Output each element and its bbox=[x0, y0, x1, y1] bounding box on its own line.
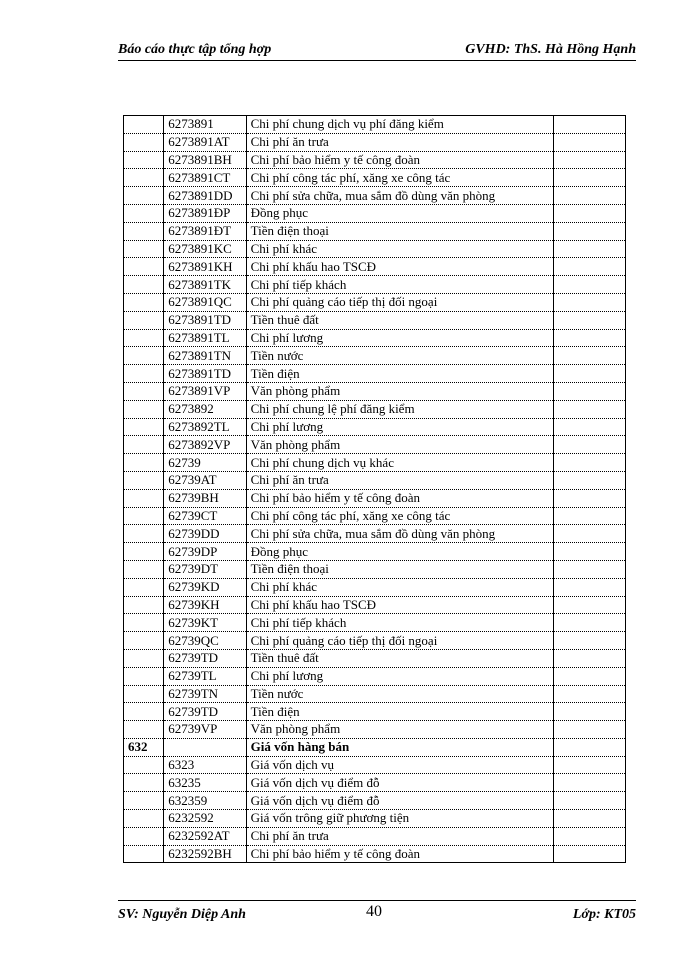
table-cell-c3: Chi phí công tác phí, xăng xe công tác bbox=[246, 507, 553, 525]
table-cell-c3: Tiền điện thoại bbox=[246, 222, 553, 240]
table-row bbox=[124, 774, 626, 792]
table-cell-c2: 62739TL bbox=[164, 667, 246, 685]
table-cell-c3: Tiền thuê đất bbox=[246, 311, 553, 329]
table-cell-c4 bbox=[553, 347, 625, 365]
table-row bbox=[124, 258, 626, 276]
table-row bbox=[124, 311, 626, 329]
table-row bbox=[124, 489, 626, 507]
table-cell-c4 bbox=[553, 454, 625, 472]
table-row bbox=[124, 827, 626, 845]
table-row bbox=[124, 116, 626, 134]
table-row bbox=[124, 560, 626, 578]
table-cell-c2: 62739DD bbox=[164, 525, 246, 543]
table-cell-c3: Đồng phục bbox=[246, 543, 553, 561]
table-cell-c4 bbox=[553, 507, 625, 525]
table-cell-c1 bbox=[124, 721, 164, 739]
table-cell-c3: Giá vốn dịch vụ điểm đỗ bbox=[246, 792, 553, 810]
table-cell-c1 bbox=[124, 222, 164, 240]
table-row bbox=[124, 222, 626, 240]
table-row bbox=[124, 240, 626, 258]
table-cell-c3: Tiền thuê đất bbox=[246, 649, 553, 667]
table-cell-c4 bbox=[553, 525, 625, 543]
table-cell-c3: Chi phí bảo hiểm y tế công đoàn bbox=[246, 151, 553, 169]
table-cell-c4 bbox=[553, 543, 625, 561]
table-cell-c1 bbox=[124, 382, 164, 400]
table-cell-c4 bbox=[553, 240, 625, 258]
table-cell-c3: Văn phòng phẩm bbox=[246, 721, 553, 739]
table-cell-c3: Chi phí ăn trưa bbox=[246, 133, 553, 151]
table-cell-c1 bbox=[124, 418, 164, 436]
table-cell-c3: Chi phí công tác phí, xăng xe công tác bbox=[246, 169, 553, 187]
table-cell-c1 bbox=[124, 436, 164, 454]
table-cell-c3: Chi phí quảng cáo tiếp thị đối ngoại bbox=[246, 632, 553, 650]
table-cell-c2: 62739 bbox=[164, 454, 246, 472]
table-row bbox=[124, 738, 626, 756]
table-cell-c1 bbox=[124, 133, 164, 151]
table-cell-c4 bbox=[553, 471, 625, 489]
table-cell-c3: Chi phí tiếp khách bbox=[246, 614, 553, 632]
table-cell-c1 bbox=[124, 311, 164, 329]
table-cell-c2: 62739QC bbox=[164, 632, 246, 650]
table-cell-c2: 6273891TD bbox=[164, 311, 246, 329]
table-cell-c2: 6273891TN bbox=[164, 347, 246, 365]
table-cell-c3: Giá vốn dịch vụ bbox=[246, 756, 553, 774]
table-cell-c4 bbox=[553, 400, 625, 418]
page-header bbox=[118, 40, 636, 61]
table-cell-c4 bbox=[553, 293, 625, 311]
table-cell-c1 bbox=[124, 685, 164, 703]
table-cell-c2: 6273891VP bbox=[164, 382, 246, 400]
table-row bbox=[124, 845, 626, 863]
page-footer bbox=[118, 900, 636, 923]
table-cell-c2: 6273891AT bbox=[164, 133, 246, 151]
table-cell-c3: Chi phí tiếp khách bbox=[246, 276, 553, 294]
account-table-body bbox=[124, 116, 626, 863]
table-cell-c4 bbox=[553, 169, 625, 187]
table-row bbox=[124, 454, 626, 472]
table-cell-c2: 6273891KH bbox=[164, 258, 246, 276]
table-cell-c4 bbox=[553, 418, 625, 436]
table-cell-c4 bbox=[553, 560, 625, 578]
student-name: SV: Nguyễn Diệp Anh bbox=[118, 907, 246, 922]
table-cell-c2: 6273891 bbox=[164, 116, 246, 134]
table-cell-c2: 62739TD bbox=[164, 703, 246, 721]
table-cell-c1 bbox=[124, 614, 164, 632]
table-cell-c3: Giá vốn dịch vụ điểm đỗ bbox=[246, 774, 553, 792]
table-cell-c2: 62739TD bbox=[164, 649, 246, 667]
table-cell-c1 bbox=[124, 543, 164, 561]
table-cell-c3: Chi phí khấu hao TSCĐ bbox=[246, 596, 553, 614]
table-cell-c1 bbox=[124, 845, 164, 863]
table-cell-c4 bbox=[553, 204, 625, 222]
table-cell-c3: Chi phí chung dịch vụ phí đăng kiểm bbox=[246, 116, 553, 134]
table-cell-c3: Chi phí chung lệ phí đăng kiểm bbox=[246, 400, 553, 418]
table-cell-c4 bbox=[553, 774, 625, 792]
table-cell-c3: Giá vốn trông giữ phương tiện bbox=[246, 810, 553, 828]
table-cell-c3: Văn phòng phẩm bbox=[246, 436, 553, 454]
table-row bbox=[124, 365, 626, 383]
table-cell-c4 bbox=[553, 596, 625, 614]
table-cell-c2: 62739DT bbox=[164, 560, 246, 578]
table-cell-c1 bbox=[124, 116, 164, 134]
table-row bbox=[124, 525, 626, 543]
table-cell-c2: 62739VP bbox=[164, 721, 246, 739]
table-cell-c2: 62739AT bbox=[164, 471, 246, 489]
table-cell-c2: 6273891BH bbox=[164, 151, 246, 169]
table-cell-c3: Chi phí khác bbox=[246, 240, 553, 258]
table-cell-c2: 6273891ĐT bbox=[164, 222, 246, 240]
table-cell-c1 bbox=[124, 792, 164, 810]
table-cell-c3: Chi phí sửa chữa, mua sắm đồ dùng văn phòng bbox=[246, 525, 553, 543]
table-cell-c3: Chi phí ăn trưa bbox=[246, 471, 553, 489]
table-cell-c1 bbox=[124, 454, 164, 472]
table-cell-c3: Văn phòng phẩm bbox=[246, 382, 553, 400]
table-cell-c1 bbox=[124, 774, 164, 792]
table-row bbox=[124, 792, 626, 810]
table-cell-c1 bbox=[124, 347, 164, 365]
table-cell-c4 bbox=[553, 632, 625, 650]
table-cell-c1: 632 bbox=[124, 738, 164, 756]
table-cell-c4 bbox=[553, 222, 625, 240]
table-cell-c1 bbox=[124, 507, 164, 525]
table-cell-c4 bbox=[553, 614, 625, 632]
table-cell-c4 bbox=[553, 436, 625, 454]
table-cell-c1 bbox=[124, 810, 164, 828]
table-row bbox=[124, 471, 626, 489]
table-cell-c3: Chi phí bảo hiểm y tế công đoàn bbox=[246, 845, 553, 863]
table-cell-c2: 62739KD bbox=[164, 578, 246, 596]
table-row bbox=[124, 756, 626, 774]
table-row bbox=[124, 133, 626, 151]
table-cell-c2: 62739CT bbox=[164, 507, 246, 525]
table-cell-c1 bbox=[124, 293, 164, 311]
table-row bbox=[124, 703, 626, 721]
table-cell-c2: 62739KT bbox=[164, 614, 246, 632]
table-cell-c3: Chi phí bảo hiểm y tế công đoàn bbox=[246, 489, 553, 507]
table-cell-c2: 6273891QC bbox=[164, 293, 246, 311]
table-cell-c4 bbox=[553, 792, 625, 810]
table-cell-c2: 62739DP bbox=[164, 543, 246, 561]
table-cell-c3: Chi phí ăn trưa bbox=[246, 827, 553, 845]
table-cell-c2: 6273892VP bbox=[164, 436, 246, 454]
table-cell-c1 bbox=[124, 240, 164, 258]
table-row bbox=[124, 632, 626, 650]
table-cell-c4 bbox=[553, 827, 625, 845]
table-cell-c2: 632359 bbox=[164, 792, 246, 810]
table-cell-c3: Chi phí khấu hao TSCĐ bbox=[246, 258, 553, 276]
table-cell-c4 bbox=[553, 756, 625, 774]
page-number: 40 bbox=[366, 903, 382, 920]
table-cell-c3: Chi phí quảng cáo tiếp thị đối ngoại bbox=[246, 293, 553, 311]
table-cell-c4 bbox=[553, 276, 625, 294]
table-cell-c2: 62739KH bbox=[164, 596, 246, 614]
table-row bbox=[124, 614, 626, 632]
table-cell-c3: Chi phí chung dịch vụ khác bbox=[246, 454, 553, 472]
table-row bbox=[124, 169, 626, 187]
table-cell-c1 bbox=[124, 578, 164, 596]
table-cell-c4 bbox=[553, 489, 625, 507]
table-cell-c3: Đồng phục bbox=[246, 204, 553, 222]
table-cell-c1 bbox=[124, 667, 164, 685]
table-cell-c2: 6323 bbox=[164, 756, 246, 774]
table-cell-c4 bbox=[553, 329, 625, 347]
table-cell-c2: 6232592 bbox=[164, 810, 246, 828]
table-cell-c3: Tiền điện bbox=[246, 703, 553, 721]
table-cell-c1 bbox=[124, 632, 164, 650]
table-row bbox=[124, 810, 626, 828]
table-cell-c3: Giá vốn hàng bán bbox=[246, 738, 553, 756]
table-cell-c1 bbox=[124, 471, 164, 489]
table-cell-c1 bbox=[124, 703, 164, 721]
table-cell-c4 bbox=[553, 258, 625, 276]
table-cell-c4 bbox=[553, 667, 625, 685]
table-cell-c3: Tiền điện thoại bbox=[246, 560, 553, 578]
table-cell-c1 bbox=[124, 525, 164, 543]
table-cell-c2: 6273891KC bbox=[164, 240, 246, 258]
table-row bbox=[124, 347, 626, 365]
table-cell-c4 bbox=[553, 151, 625, 169]
table-cell-c2: 6273891CT bbox=[164, 169, 246, 187]
table-cell-c4 bbox=[553, 721, 625, 739]
report-title: Báo cáo thực tập tổng hợp bbox=[118, 42, 272, 57]
table-cell-c3: Chi phí lương bbox=[246, 329, 553, 347]
table-cell-c1 bbox=[124, 276, 164, 294]
table-cell-c2 bbox=[164, 738, 246, 756]
table-cell-c1 bbox=[124, 756, 164, 774]
table-cell-c1 bbox=[124, 365, 164, 383]
table-cell-c1 bbox=[124, 489, 164, 507]
table-cell-c2: 6273891TK bbox=[164, 276, 246, 294]
table-cell-c1 bbox=[124, 329, 164, 347]
table-row bbox=[124, 667, 626, 685]
table-cell-c2: 6273891TL bbox=[164, 329, 246, 347]
table-cell-c2: 6273892TL bbox=[164, 418, 246, 436]
table-cell-c4 bbox=[553, 810, 625, 828]
table-cell-c2: 63235 bbox=[164, 774, 246, 792]
table-cell-c4 bbox=[553, 187, 625, 205]
table-cell-c2: 6232592BH bbox=[164, 845, 246, 863]
class-name: Lớp: KT05 bbox=[572, 907, 636, 922]
table-cell-c1 bbox=[124, 151, 164, 169]
table-row bbox=[124, 721, 626, 739]
table-cell-c3: Tiền nước bbox=[246, 347, 553, 365]
table-cell-c4 bbox=[553, 703, 625, 721]
table-cell-c2: 6232592AT bbox=[164, 827, 246, 845]
table-cell-c1 bbox=[124, 596, 164, 614]
table-row bbox=[124, 418, 626, 436]
table-row bbox=[124, 578, 626, 596]
table-row bbox=[124, 507, 626, 525]
table-cell-c1 bbox=[124, 649, 164, 667]
table-cell-c2: 6273891ĐP bbox=[164, 204, 246, 222]
table-row bbox=[124, 293, 626, 311]
table-cell-c4 bbox=[553, 311, 625, 329]
table-cell-c1 bbox=[124, 204, 164, 222]
table-cell-c1 bbox=[124, 258, 164, 276]
table-cell-c1 bbox=[124, 187, 164, 205]
table-row bbox=[124, 187, 626, 205]
table-row bbox=[124, 436, 626, 454]
table-cell-c1 bbox=[124, 827, 164, 845]
table-cell-c4 bbox=[553, 382, 625, 400]
table-cell-c4 bbox=[553, 685, 625, 703]
table-row bbox=[124, 204, 626, 222]
account-table bbox=[123, 115, 626, 863]
table-cell-c4 bbox=[553, 365, 625, 383]
table-cell-c2: 62739TN bbox=[164, 685, 246, 703]
supervisor-name: GVHD: ThS. Hà Hồng Hạnh bbox=[465, 42, 636, 57]
table-cell-c4 bbox=[553, 578, 625, 596]
table-cell-c3: Chi phí lương bbox=[246, 418, 553, 436]
table-row bbox=[124, 685, 626, 703]
table-cell-c1 bbox=[124, 169, 164, 187]
table-cell-c3: Chi phí sửa chữa, mua sắm đồ dùng văn phòng bbox=[246, 187, 553, 205]
table-cell-c2: 62739BH bbox=[164, 489, 246, 507]
table-row bbox=[124, 329, 626, 347]
table-row bbox=[124, 276, 626, 294]
table-cell-c2: 6273891TD bbox=[164, 365, 246, 383]
table-cell-c3: Chi phí khác bbox=[246, 578, 553, 596]
table-row bbox=[124, 151, 626, 169]
table-row bbox=[124, 382, 626, 400]
table-cell-c4 bbox=[553, 738, 625, 756]
table-row bbox=[124, 649, 626, 667]
table-row bbox=[124, 543, 626, 561]
table-cell-c3: Tiền nước bbox=[246, 685, 553, 703]
table-cell-c2: 6273891DD bbox=[164, 187, 246, 205]
table-row bbox=[124, 596, 626, 614]
table-cell-c4 bbox=[553, 116, 625, 134]
table-cell-c4 bbox=[553, 133, 625, 151]
table-cell-c3: Tiền điện bbox=[246, 365, 553, 383]
table-cell-c4 bbox=[553, 649, 625, 667]
table-cell-c2: 6273892 bbox=[164, 400, 246, 418]
table-cell-c4 bbox=[553, 845, 625, 863]
table-cell-c3: Chi phí lương bbox=[246, 667, 553, 685]
table-cell-c1 bbox=[124, 400, 164, 418]
table-cell-c1 bbox=[124, 560, 164, 578]
table-row bbox=[124, 400, 626, 418]
